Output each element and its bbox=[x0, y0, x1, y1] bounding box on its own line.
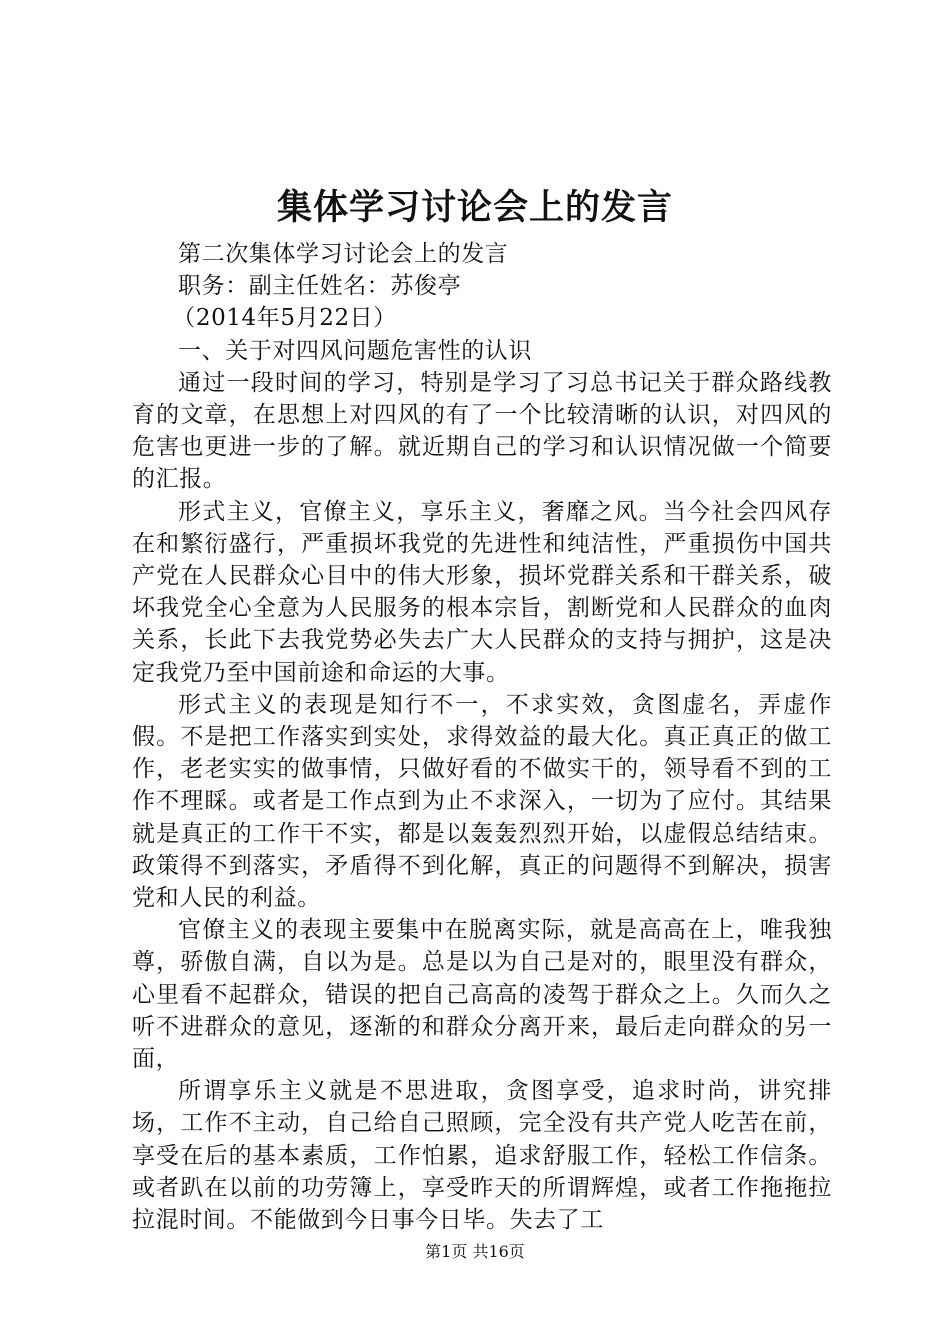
author-line: 职务：副主任姓名：苏俊亭 bbox=[178, 273, 462, 300]
document-body bbox=[132, 238, 832, 1236]
body-paragraph: 形式主义，官僚主义，享乐主义，奢靡之风。当今社会四风存在和繁衍盛行，严重损坏我党的先进性和纯洁性，严重损伤中国共产党在人民群众心目中的伟大形象，损坏党群关系和干群关系，破坏我党全心全意为人民服务的根本宗旨，割断党和人民群众的血肉关系，长此下去我党势必失去广大人民群众的支持与拥护，这是决定我党乃至中国前途和命运的大事。 bbox=[132, 498, 832, 686]
section-heading: 一、关于对四风问题危害性的认识 bbox=[178, 337, 532, 364]
body-paragraph: 形式主义的表现是知行不一，不求实效，贪图虚名，弄虚作假。不是把工作落实到实处，求得效益的最大化。真正真正的做工作，老老实实的做事情，只做好看的不做实干的，领导看不到的工作不理睬。或者是工作点到为止不求深入，一切为了应付。其结果就是真正的工作干不实，都是以轰轰烈烈开始，以虚假总结结束。政策得不到落实，矛盾得不到化解，真正的问题得不到解决，损害党和人民的利益。 bbox=[132, 691, 832, 912]
body-paragraph: 通过一段时间的学习，特别是学习了习总书记关于群众路线教育的文章，在思想上对四风的有了一个比较清晰的认识，对四风的危害也更进一步的了解。就近期自己的学习和认识情况做一个简要的汇报。 bbox=[132, 369, 832, 493]
body-paragraph: 官僚主义的表现主要集中在脱离实际，就是高高在上，唯我独尊，骄傲自满，自以为是。总是以为自己是对的，眼里没有群众，心里看不起群众，错误的把自己高高的凌驾于群众之上。久而久之听不进群众的意见，逐渐的和群众分离开来，最后走向群众的另一面， bbox=[132, 917, 832, 1073]
page-number-footer: 第1页 共16页 bbox=[425, 1242, 525, 1261]
subtitle-line: 第二次集体学习讨论会上的发言 bbox=[178, 241, 509, 267]
date-line: （2014年5月22日） bbox=[172, 305, 397, 332]
document-title: 集体学习讨论会上的发言 bbox=[276, 187, 673, 228]
body-paragraph: 所谓享乐主义就是不思进取，贪图享受，追求时尚，讲究排场，工作不主动，自己给自己照顾，完全没有共产党人吃苦在前，享受在后的基本素质，工作怕累，追求舒服工作，轻松工作信条。或者趴在以前的功劳簿上，享受昨天的所谓辉煌，或者工作拖拖拉拉混时间。不能做到今日事今日毕。失去了工 bbox=[132, 1078, 832, 1234]
